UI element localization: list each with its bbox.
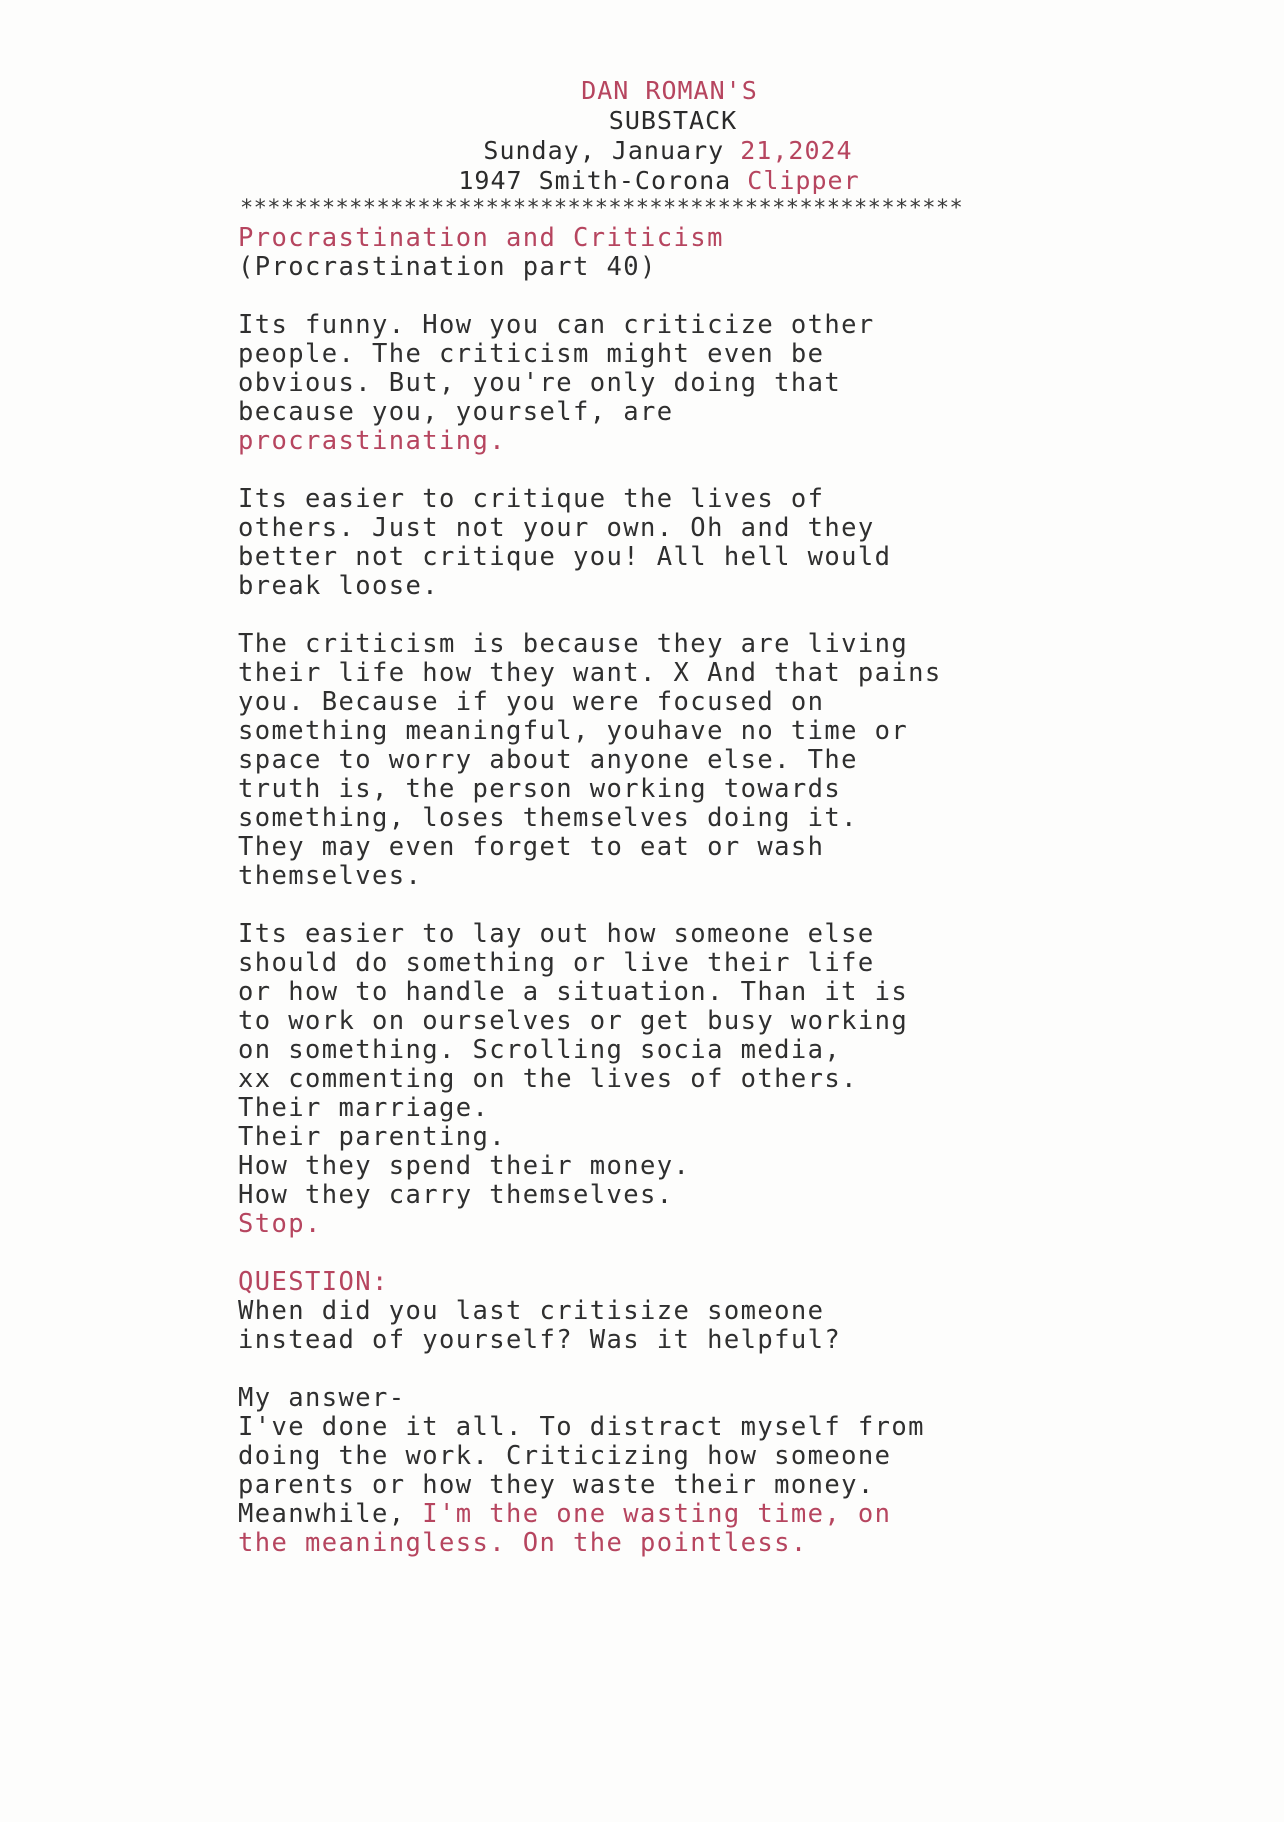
question-block bbox=[238, 1268, 1248, 1355]
paragraph-1 bbox=[238, 311, 1248, 456]
article-body bbox=[238, 224, 1248, 1587]
text-line: on something. Scrolling socia media, bbox=[238, 1035, 842, 1065]
text-line: They may even forget to eat or wash bbox=[238, 832, 825, 862]
question-label: QUESTION: bbox=[238, 1267, 389, 1297]
text-line: The criticism is because they are living bbox=[238, 629, 909, 659]
article-subtitle: (Procrastination part 40) bbox=[238, 252, 657, 282]
text-line: Their marriage. bbox=[238, 1093, 490, 1123]
date-prefix: Sunday, January bbox=[483, 136, 741, 165]
text-line: you. Because if you were focused on bbox=[238, 687, 825, 717]
text-line-red: Stop. bbox=[238, 1209, 322, 1239]
asterisk-divider: ***************************************************** bbox=[240, 198, 964, 220]
text-line: themselves. bbox=[238, 861, 423, 891]
text-line: space to worry about anyone else. The bbox=[238, 745, 858, 775]
answer-line-red-part: I'm the one wasting time, on bbox=[422, 1499, 892, 1529]
answer-line-black-part: Meanwhile, bbox=[238, 1499, 423, 1529]
text-line: should do something or live their life bbox=[238, 948, 875, 978]
text-line: Its funny. How you can criticize other bbox=[238, 310, 875, 340]
typewriter-prefix: 1947 Smith-Corona bbox=[458, 166, 748, 195]
answer-label: My answer- bbox=[238, 1383, 406, 1413]
paragraph-4 bbox=[238, 920, 1248, 1239]
answer-line: doing the work. Criticizing how someone bbox=[238, 1441, 892, 1471]
answer-line: I've done it all. To distract myself from bbox=[238, 1412, 925, 1442]
answer-block bbox=[238, 1384, 1248, 1558]
text-line: better not critique you! All hell would bbox=[238, 542, 892, 572]
page-header bbox=[0, 76, 1284, 196]
text-line: Its easier to critique the lives of bbox=[238, 484, 825, 514]
answer-line: parents or how they waste their money. bbox=[238, 1470, 875, 1500]
publication-name: SUBSTACK bbox=[608, 106, 738, 135]
text-line: because you, yourself, are bbox=[238, 397, 674, 427]
date-line bbox=[0, 136, 1284, 166]
text-line: something meaningful, youhave no time or bbox=[238, 716, 909, 746]
question-line: instead of yourself? Was it helpful? bbox=[238, 1325, 842, 1355]
text-line: xx commenting on the lives of others. bbox=[238, 1064, 858, 1094]
text-line: or how to handle a situation. Than it is bbox=[238, 977, 909, 1007]
text-line: people. The criticism might even be bbox=[238, 339, 825, 369]
author-name: DAN ROMAN'S bbox=[581, 76, 758, 105]
paragraph-3 bbox=[238, 630, 1248, 891]
article-title: Procrastination and Criticism bbox=[238, 223, 724, 253]
text-line: something, loses themselves doing it. bbox=[238, 803, 858, 833]
text-line: obvious. But, you're only doing that bbox=[238, 368, 842, 398]
typewriter-model: Clipper bbox=[747, 166, 860, 195]
text-line: How they spend their money. bbox=[238, 1151, 691, 1181]
text-line: others. Just not your own. Oh and they bbox=[238, 513, 875, 543]
text-line: How they carry themselves. bbox=[238, 1180, 674, 1210]
text-line: Their parenting. bbox=[238, 1122, 507, 1152]
answer-line-red: the meaningless. On the pointless. bbox=[238, 1528, 808, 1558]
typewriter-line bbox=[0, 166, 1284, 196]
paragraph-2 bbox=[238, 485, 1248, 601]
text-line: break loose. bbox=[238, 571, 440, 601]
spacer bbox=[238, 282, 1248, 311]
text-line: their life how they want. X And that pains bbox=[238, 658, 942, 688]
text-line: to work on ourselves or get busy working bbox=[238, 1006, 909, 1036]
date-red: 21,2024 bbox=[740, 136, 853, 165]
question-line: When did you last critisize someone bbox=[238, 1296, 825, 1326]
text-line: truth is, the person working towards bbox=[238, 774, 842, 804]
text-line-red: procrastinating. bbox=[238, 426, 507, 456]
text-line: Its easier to lay out how someone else bbox=[238, 919, 875, 949]
answer-line-mixed bbox=[238, 1500, 1248, 1529]
